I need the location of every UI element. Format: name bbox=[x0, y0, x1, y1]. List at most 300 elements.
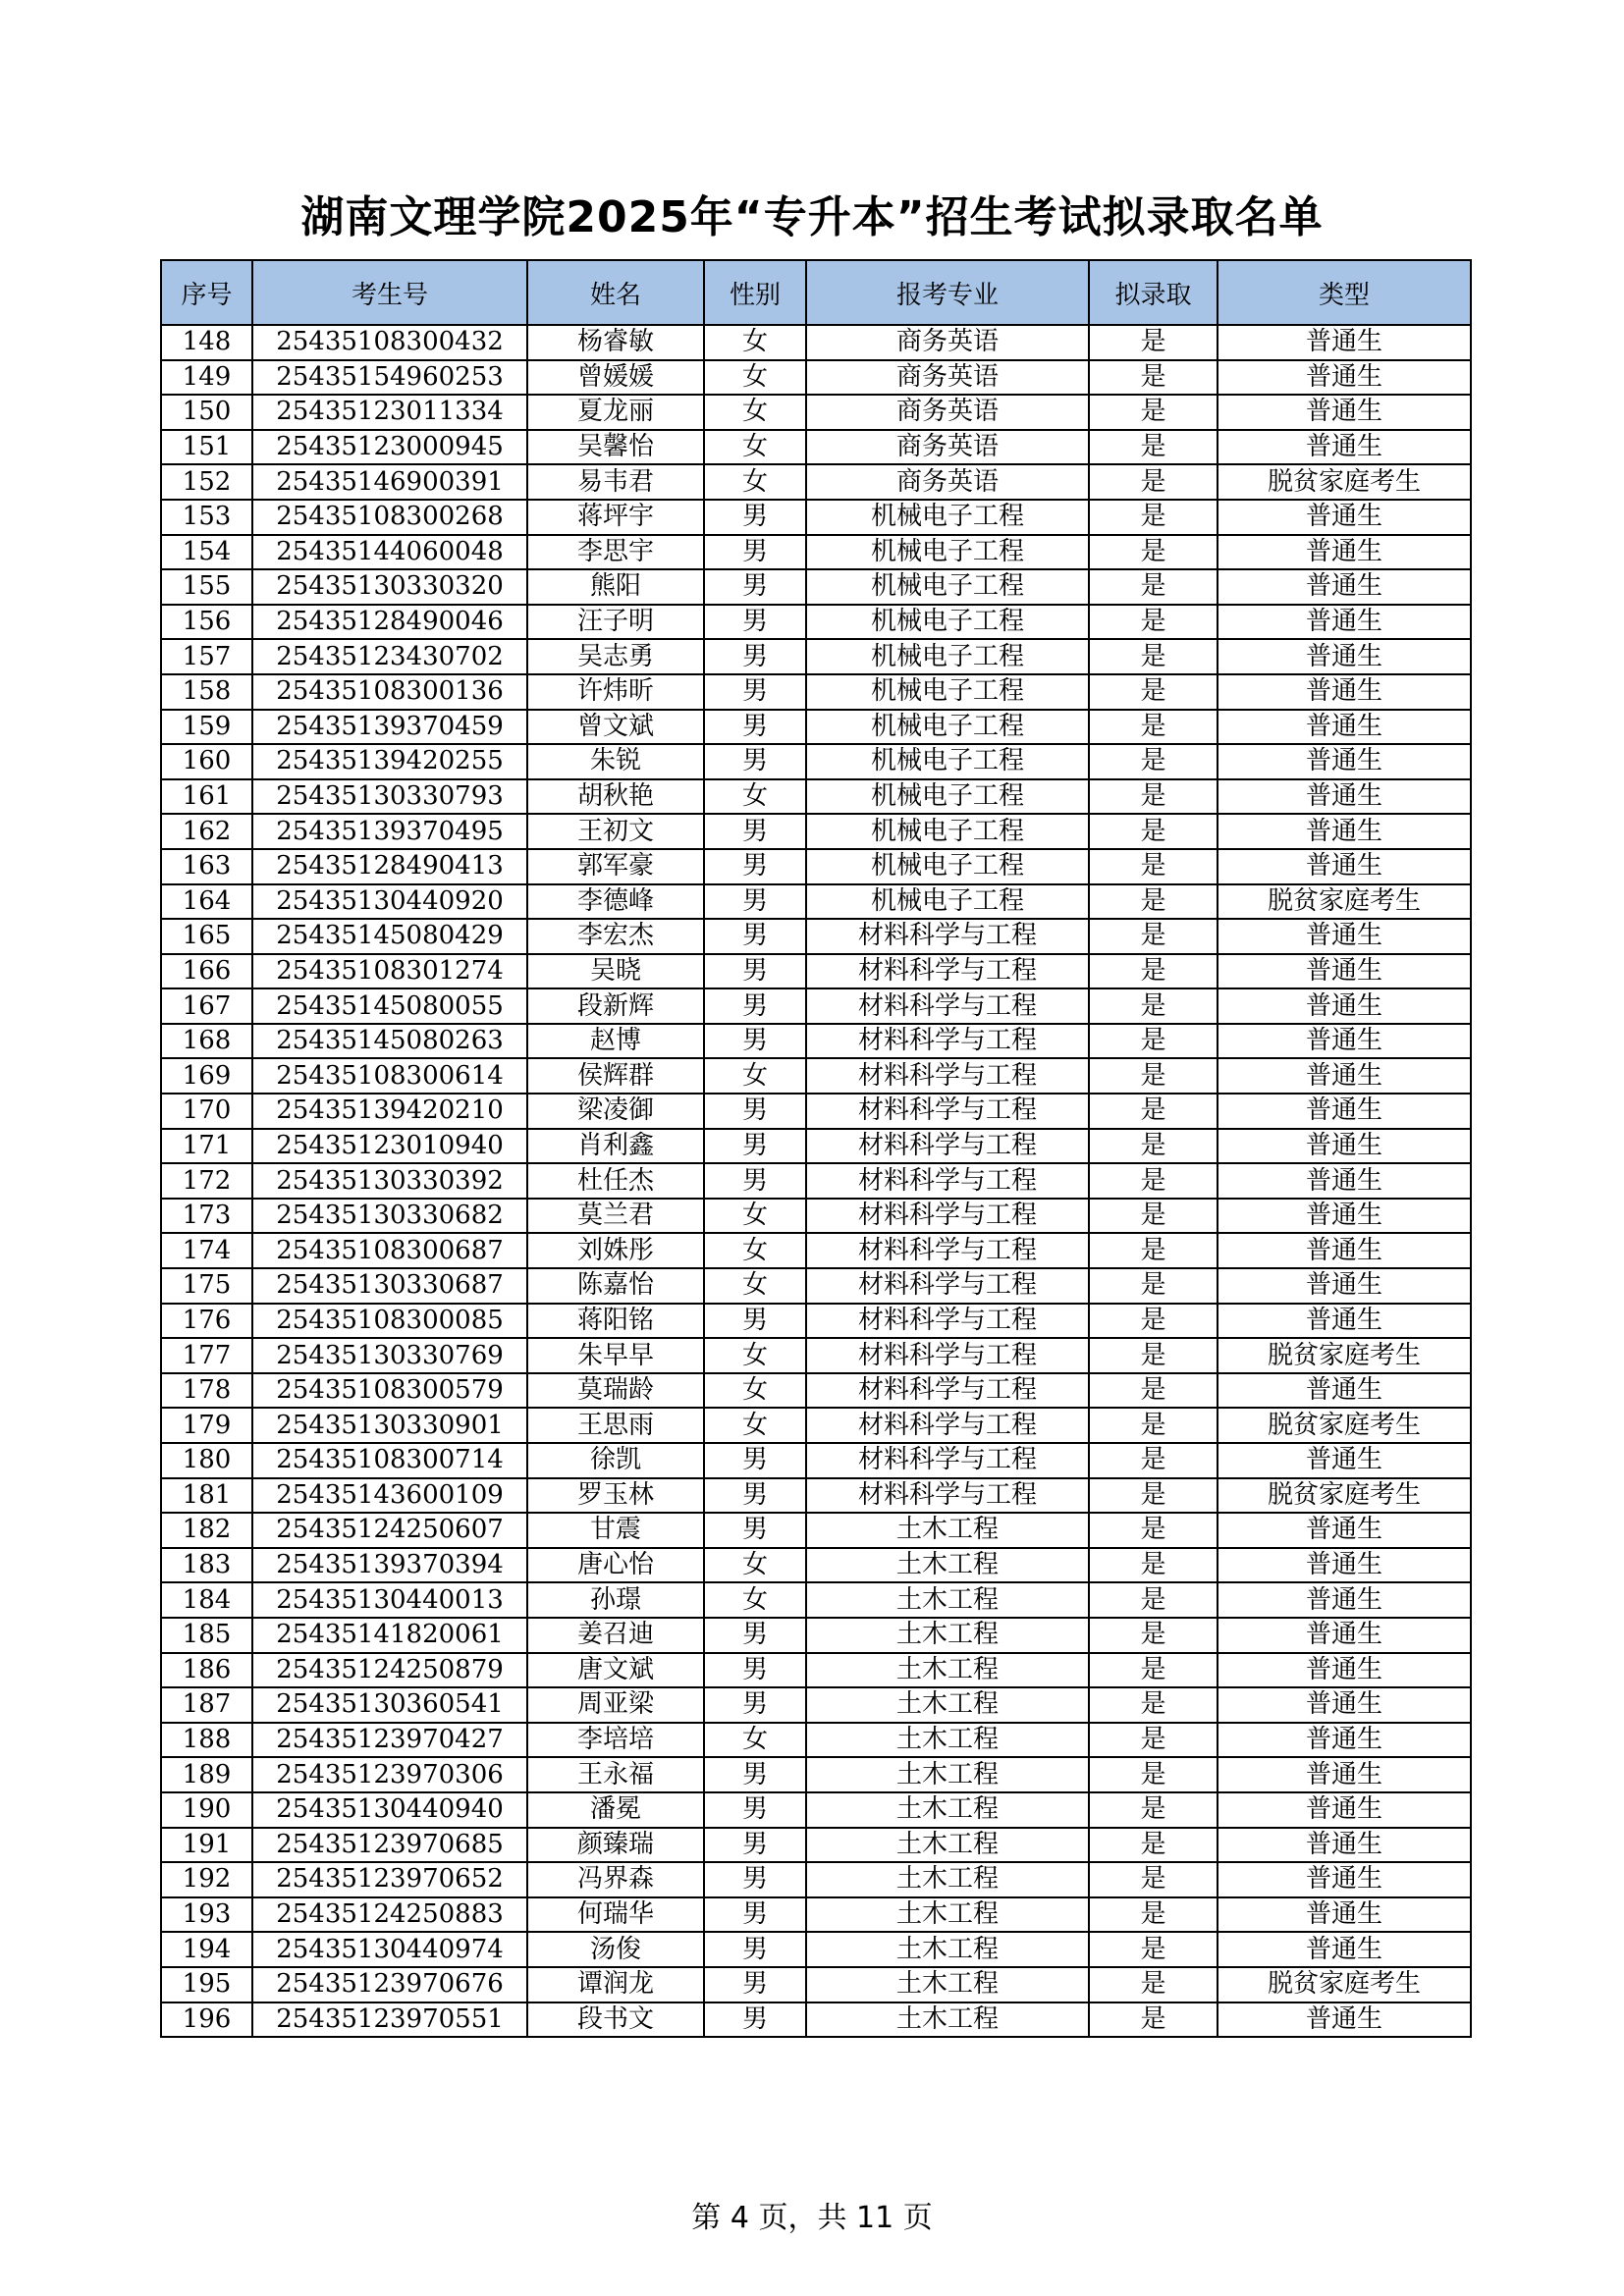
name-cell: 李思宇 bbox=[527, 535, 704, 570]
seq-cell: 189 bbox=[161, 1757, 252, 1792]
name-cell: 胡秋艳 bbox=[527, 779, 704, 815]
candidate-id-cell: 25435130440940 bbox=[252, 1792, 527, 1828]
page-title: 湖南文理学院2025年“专升本”招生考试拟录取名单 bbox=[300, 192, 1324, 242]
candidate-id-cell: 25435108300687 bbox=[252, 1233, 527, 1268]
gender-cell: 男 bbox=[704, 1897, 806, 1933]
major-cell: 土木工程 bbox=[806, 1967, 1089, 2002]
major-cell: 机械电子工程 bbox=[806, 500, 1089, 535]
seq-cell: 176 bbox=[161, 1304, 252, 1339]
type-cell: 普通生 bbox=[1218, 1932, 1471, 1967]
major-cell: 材料科学与工程 bbox=[806, 1304, 1089, 1339]
header-type: 类型 bbox=[1218, 260, 1471, 325]
name-cell: 莫兰君 bbox=[527, 1199, 704, 1234]
gender-cell: 女 bbox=[704, 1233, 806, 1268]
candidate-id-cell: 25435123430702 bbox=[252, 639, 527, 674]
admit-cell: 是 bbox=[1089, 430, 1218, 465]
gender-cell: 女 bbox=[704, 1338, 806, 1373]
seq-cell: 177 bbox=[161, 1338, 252, 1373]
seq-cell: 188 bbox=[161, 1723, 252, 1758]
seq-cell: 179 bbox=[161, 1408, 252, 1443]
admit-cell: 是 bbox=[1089, 1757, 1218, 1792]
gender-cell: 男 bbox=[704, 1163, 806, 1199]
seq-cell: 172 bbox=[161, 1163, 252, 1199]
header-gender: 性别 bbox=[704, 260, 806, 325]
major-cell: 商务英语 bbox=[806, 360, 1089, 396]
seq-cell: 191 bbox=[161, 1828, 252, 1863]
type-cell: 普通生 bbox=[1218, 988, 1471, 1024]
major-cell: 商务英语 bbox=[806, 325, 1089, 360]
seq-cell: 166 bbox=[161, 954, 252, 989]
major-cell: 土木工程 bbox=[806, 1653, 1089, 1688]
seq-cell: 170 bbox=[161, 1094, 252, 1129]
major-cell: 机械电子工程 bbox=[806, 814, 1089, 849]
major-cell: 材料科学与工程 bbox=[806, 1058, 1089, 1094]
name-cell: 唐心怡 bbox=[527, 1548, 704, 1583]
seq-cell: 192 bbox=[161, 1862, 252, 1897]
candidate-id-cell: 25435130330320 bbox=[252, 569, 527, 605]
candidate-id-cell: 25435130360541 bbox=[252, 1687, 527, 1723]
candidate-id-cell: 25435108300268 bbox=[252, 500, 527, 535]
candidate-id-cell: 25435139370394 bbox=[252, 1548, 527, 1583]
gender-cell: 男 bbox=[704, 535, 806, 570]
gender-cell: 男 bbox=[704, 1653, 806, 1688]
name-cell: 徐凯 bbox=[527, 1443, 704, 1478]
type-cell: 脱贫家庭考生 bbox=[1218, 884, 1471, 920]
seq-cell: 169 bbox=[161, 1058, 252, 1094]
major-cell: 材料科学与工程 bbox=[806, 1408, 1089, 1443]
seq-cell: 180 bbox=[161, 1443, 252, 1478]
candidate-id-cell: 25435108300614 bbox=[252, 1058, 527, 1094]
candidate-id-cell: 25435128490046 bbox=[252, 605, 527, 640]
table-row bbox=[161, 464, 1471, 500]
name-cell: 易韦君 bbox=[527, 464, 704, 500]
name-cell: 郭军豪 bbox=[527, 849, 704, 884]
table-row bbox=[161, 954, 1471, 989]
gender-cell: 女 bbox=[704, 325, 806, 360]
gender-cell: 男 bbox=[704, 500, 806, 535]
gender-cell: 女 bbox=[704, 395, 806, 430]
type-cell: 普通生 bbox=[1218, 1129, 1471, 1164]
name-cell: 吴馨怡 bbox=[527, 430, 704, 465]
name-cell: 姜召迪 bbox=[527, 1618, 704, 1653]
seq-cell: 183 bbox=[161, 1548, 252, 1583]
gender-cell: 男 bbox=[704, 1443, 806, 1478]
major-cell: 商务英语 bbox=[806, 395, 1089, 430]
candidate-id-cell: 25435130330687 bbox=[252, 1268, 527, 1304]
candidate-id-cell: 25435108300085 bbox=[252, 1304, 527, 1339]
admit-cell: 是 bbox=[1089, 605, 1218, 640]
type-cell: 普通生 bbox=[1218, 1653, 1471, 1688]
type-cell: 普通生 bbox=[1218, 1548, 1471, 1583]
type-cell: 普通生 bbox=[1218, 430, 1471, 465]
type-cell: 普通生 bbox=[1218, 395, 1471, 430]
name-cell: 甘震 bbox=[527, 1513, 704, 1548]
gender-cell: 女 bbox=[704, 1582, 806, 1618]
seq-cell: 149 bbox=[161, 360, 252, 396]
candidate-id-cell: 25435141820061 bbox=[252, 1618, 527, 1653]
seq-cell: 154 bbox=[161, 535, 252, 570]
admit-cell: 是 bbox=[1089, 535, 1218, 570]
candidate-id-cell: 25435128490413 bbox=[252, 849, 527, 884]
type-cell: 普通生 bbox=[1218, 779, 1471, 815]
table-row bbox=[161, 919, 1471, 954]
name-cell: 段新辉 bbox=[527, 988, 704, 1024]
admit-cell: 是 bbox=[1089, 1687, 1218, 1723]
admit-cell: 是 bbox=[1089, 884, 1218, 920]
gender-cell: 男 bbox=[704, 674, 806, 710]
admit-cell: 是 bbox=[1089, 988, 1218, 1024]
seq-cell: 152 bbox=[161, 464, 252, 500]
admit-cell: 是 bbox=[1089, 1723, 1218, 1758]
name-cell: 肖利鑫 bbox=[527, 1129, 704, 1164]
header-major: 报考专业 bbox=[806, 260, 1089, 325]
type-cell: 普通生 bbox=[1218, 569, 1471, 605]
major-cell: 土木工程 bbox=[806, 1897, 1089, 1933]
table-row bbox=[161, 1653, 1471, 1688]
admit-cell: 是 bbox=[1089, 1024, 1218, 1059]
name-cell: 李德峰 bbox=[527, 884, 704, 920]
seq-cell: 174 bbox=[161, 1233, 252, 1268]
name-cell: 赵博 bbox=[527, 1024, 704, 1059]
candidate-id-cell: 25435123970685 bbox=[252, 1828, 527, 1863]
table-row bbox=[161, 500, 1471, 535]
admit-cell: 是 bbox=[1089, 569, 1218, 605]
major-cell: 机械电子工程 bbox=[806, 779, 1089, 815]
admit-cell: 是 bbox=[1089, 1932, 1218, 1967]
seq-cell: 194 bbox=[161, 1932, 252, 1967]
gender-cell: 女 bbox=[704, 1408, 806, 1443]
type-cell: 普通生 bbox=[1218, 605, 1471, 640]
admit-cell: 是 bbox=[1089, 1233, 1218, 1268]
gender-cell: 男 bbox=[704, 1932, 806, 1967]
table-row bbox=[161, 535, 1471, 570]
table-row bbox=[161, 1618, 1471, 1653]
name-cell: 刘姝彤 bbox=[527, 1233, 704, 1268]
gender-cell: 女 bbox=[704, 360, 806, 396]
table-row bbox=[161, 779, 1471, 815]
table-row bbox=[161, 1548, 1471, 1583]
admit-cell: 是 bbox=[1089, 674, 1218, 710]
type-cell: 普通生 bbox=[1218, 500, 1471, 535]
admit-cell: 是 bbox=[1089, 1163, 1218, 1199]
table-row bbox=[161, 360, 1471, 396]
major-cell: 材料科学与工程 bbox=[806, 1094, 1089, 1129]
type-cell: 普通生 bbox=[1218, 1268, 1471, 1304]
type-cell: 普通生 bbox=[1218, 1792, 1471, 1828]
seq-cell: 158 bbox=[161, 674, 252, 710]
seq-cell: 159 bbox=[161, 710, 252, 745]
gender-cell: 男 bbox=[704, 1828, 806, 1863]
name-cell: 王思雨 bbox=[527, 1408, 704, 1443]
table-row bbox=[161, 1687, 1471, 1723]
major-cell: 机械电子工程 bbox=[806, 884, 1089, 920]
name-cell: 汤俊 bbox=[527, 1932, 704, 1967]
candidate-id-cell: 25435130330769 bbox=[252, 1338, 527, 1373]
candidate-id-cell: 25435108300432 bbox=[252, 325, 527, 360]
type-cell: 普通生 bbox=[1218, 1373, 1471, 1409]
gender-cell: 男 bbox=[704, 1513, 806, 1548]
major-cell: 商务英语 bbox=[806, 464, 1089, 500]
gender-cell: 男 bbox=[704, 1129, 806, 1164]
gender-cell: 男 bbox=[704, 1687, 806, 1723]
table-row bbox=[161, 1163, 1471, 1199]
type-cell: 普通生 bbox=[1218, 954, 1471, 989]
type-cell: 普通生 bbox=[1218, 1618, 1471, 1653]
table-row bbox=[161, 1723, 1471, 1758]
name-cell: 朱早早 bbox=[527, 1338, 704, 1373]
name-cell: 李宏杰 bbox=[527, 919, 704, 954]
table-row bbox=[161, 569, 1471, 605]
type-cell: 脱贫家庭考生 bbox=[1218, 1478, 1471, 1514]
name-cell: 罗玉林 bbox=[527, 1478, 704, 1514]
candidate-id-cell: 25435130440013 bbox=[252, 1582, 527, 1618]
table-row bbox=[161, 1408, 1471, 1443]
admit-cell: 是 bbox=[1089, 954, 1218, 989]
gender-cell: 男 bbox=[704, 814, 806, 849]
major-cell: 商务英语 bbox=[806, 430, 1089, 465]
seq-cell: 168 bbox=[161, 1024, 252, 1059]
table-row bbox=[161, 1792, 1471, 1828]
table-row bbox=[161, 1268, 1471, 1304]
gender-cell: 男 bbox=[704, 1967, 806, 2002]
admit-cell: 是 bbox=[1089, 1058, 1218, 1094]
gender-cell: 男 bbox=[704, 639, 806, 674]
candidate-id-cell: 25435108300579 bbox=[252, 1373, 527, 1409]
admit-cell: 是 bbox=[1089, 1897, 1218, 1933]
admit-cell: 是 bbox=[1089, 1478, 1218, 1514]
admit-cell: 是 bbox=[1089, 919, 1218, 954]
table-row bbox=[161, 1862, 1471, 1897]
seq-cell: 193 bbox=[161, 1897, 252, 1933]
candidate-id-cell: 25435145080263 bbox=[252, 1024, 527, 1059]
gender-cell: 男 bbox=[704, 1478, 806, 1514]
gender-cell: 男 bbox=[704, 1094, 806, 1129]
table-row bbox=[161, 1024, 1471, 1059]
gender-cell: 男 bbox=[704, 1618, 806, 1653]
candidate-id-cell: 25435108301274 bbox=[252, 954, 527, 989]
candidate-id-cell: 25435143600109 bbox=[252, 1478, 527, 1514]
admit-cell: 是 bbox=[1089, 639, 1218, 674]
gender-cell: 女 bbox=[704, 1199, 806, 1234]
table-row bbox=[161, 1582, 1471, 1618]
table-row bbox=[161, 2002, 1471, 2038]
candidate-id-cell: 25435130330793 bbox=[252, 779, 527, 815]
gender-cell: 男 bbox=[704, 744, 806, 779]
major-cell: 材料科学与工程 bbox=[806, 954, 1089, 989]
major-cell: 土木工程 bbox=[806, 1862, 1089, 1897]
candidate-id-cell: 25435139370459 bbox=[252, 710, 527, 745]
gender-cell: 女 bbox=[704, 1373, 806, 1409]
seq-cell: 187 bbox=[161, 1687, 252, 1723]
name-cell: 吴晓 bbox=[527, 954, 704, 989]
name-cell: 王永福 bbox=[527, 1757, 704, 1792]
type-cell: 脱贫家庭考生 bbox=[1218, 1408, 1471, 1443]
table-row bbox=[161, 1897, 1471, 1933]
table-row bbox=[161, 1199, 1471, 1234]
seq-cell: 190 bbox=[161, 1792, 252, 1828]
type-cell: 普通生 bbox=[1218, 1828, 1471, 1863]
type-cell: 普通生 bbox=[1218, 1233, 1471, 1268]
major-cell: 材料科学与工程 bbox=[806, 1373, 1089, 1409]
name-cell: 朱锐 bbox=[527, 744, 704, 779]
gender-cell: 女 bbox=[704, 1548, 806, 1583]
candidate-id-cell: 25435139420210 bbox=[252, 1094, 527, 1129]
type-cell: 脱贫家庭考生 bbox=[1218, 1338, 1471, 1373]
admit-cell: 是 bbox=[1089, 1618, 1218, 1653]
table-row bbox=[161, 1757, 1471, 1792]
major-cell: 材料科学与工程 bbox=[806, 1199, 1089, 1234]
candidate-id-cell: 25435146900391 bbox=[252, 464, 527, 500]
gender-cell: 男 bbox=[704, 1304, 806, 1339]
admit-cell: 是 bbox=[1089, 1862, 1218, 1897]
table-header-row bbox=[161, 260, 1471, 325]
candidate-id-cell: 25435139370495 bbox=[252, 814, 527, 849]
table-row bbox=[161, 1373, 1471, 1409]
admit-cell: 是 bbox=[1089, 744, 1218, 779]
name-cell: 潘冕 bbox=[527, 1792, 704, 1828]
candidate-id-cell: 25435123970551 bbox=[252, 2002, 527, 2038]
name-cell: 汪子明 bbox=[527, 605, 704, 640]
table-row bbox=[161, 1478, 1471, 1514]
table-row bbox=[161, 988, 1471, 1024]
table-row bbox=[161, 710, 1471, 745]
major-cell: 土木工程 bbox=[806, 1582, 1089, 1618]
candidate-id-cell: 25435123970306 bbox=[252, 1757, 527, 1792]
admit-cell: 是 bbox=[1089, 395, 1218, 430]
name-cell: 熊阳 bbox=[527, 569, 704, 605]
admit-cell: 是 bbox=[1089, 464, 1218, 500]
major-cell: 机械电子工程 bbox=[806, 744, 1089, 779]
gender-cell: 男 bbox=[704, 1024, 806, 1059]
admit-cell: 是 bbox=[1089, 814, 1218, 849]
table-row bbox=[161, 1058, 1471, 1094]
table-row bbox=[161, 674, 1471, 710]
type-cell: 普通生 bbox=[1218, 2002, 1471, 2038]
gender-cell: 男 bbox=[704, 710, 806, 745]
admit-cell: 是 bbox=[1089, 1653, 1218, 1688]
gender-cell: 女 bbox=[704, 1058, 806, 1094]
seq-cell: 178 bbox=[161, 1373, 252, 1409]
name-cell: 杜任杰 bbox=[527, 1163, 704, 1199]
table-row bbox=[161, 1129, 1471, 1164]
type-cell: 普通生 bbox=[1218, 360, 1471, 396]
table-row bbox=[161, 639, 1471, 674]
type-cell: 普通生 bbox=[1218, 1757, 1471, 1792]
type-cell: 脱贫家庭考生 bbox=[1218, 1967, 1471, 2002]
name-cell: 王初文 bbox=[527, 814, 704, 849]
major-cell: 材料科学与工程 bbox=[806, 1443, 1089, 1478]
type-cell: 普通生 bbox=[1218, 1862, 1471, 1897]
gender-cell: 男 bbox=[704, 988, 806, 1024]
admit-cell: 是 bbox=[1089, 500, 1218, 535]
candidate-id-cell: 25435130440974 bbox=[252, 1932, 527, 1967]
type-cell: 普通生 bbox=[1218, 1687, 1471, 1723]
seq-cell: 156 bbox=[161, 605, 252, 640]
major-cell: 材料科学与工程 bbox=[806, 919, 1089, 954]
admit-cell: 是 bbox=[1089, 1548, 1218, 1583]
type-cell: 普通生 bbox=[1218, 1723, 1471, 1758]
gender-cell: 男 bbox=[704, 849, 806, 884]
table-row bbox=[161, 1828, 1471, 1863]
major-cell: 机械电子工程 bbox=[806, 710, 1089, 745]
table-row bbox=[161, 325, 1471, 360]
seq-cell: 160 bbox=[161, 744, 252, 779]
candidate-id-cell: 25435130330392 bbox=[252, 1163, 527, 1199]
seq-cell: 184 bbox=[161, 1582, 252, 1618]
candidate-id-cell: 25435123011334 bbox=[252, 395, 527, 430]
seq-cell: 151 bbox=[161, 430, 252, 465]
major-cell: 土木工程 bbox=[806, 1687, 1089, 1723]
major-cell: 机械电子工程 bbox=[806, 639, 1089, 674]
gender-cell: 男 bbox=[704, 884, 806, 920]
type-cell: 普通生 bbox=[1218, 674, 1471, 710]
seq-cell: 161 bbox=[161, 779, 252, 815]
admit-cell: 是 bbox=[1089, 1792, 1218, 1828]
major-cell: 土木工程 bbox=[806, 1828, 1089, 1863]
gender-cell: 男 bbox=[704, 1792, 806, 1828]
candidate-id-cell: 25435123010940 bbox=[252, 1129, 527, 1164]
name-cell: 谭润龙 bbox=[527, 1967, 704, 2002]
type-cell: 普通生 bbox=[1218, 919, 1471, 954]
candidate-id-cell: 25435123970427 bbox=[252, 1723, 527, 1758]
admit-cell: 是 bbox=[1089, 1828, 1218, 1863]
table-row bbox=[161, 605, 1471, 640]
candidate-id-cell: 25435124250883 bbox=[252, 1897, 527, 1933]
gender-cell: 男 bbox=[704, 2002, 806, 2038]
type-cell: 普通生 bbox=[1218, 1582, 1471, 1618]
name-cell: 孙璟 bbox=[527, 1582, 704, 1618]
major-cell: 土木工程 bbox=[806, 1618, 1089, 1653]
table-row bbox=[161, 814, 1471, 849]
seq-cell: 167 bbox=[161, 988, 252, 1024]
type-cell: 普通生 bbox=[1218, 744, 1471, 779]
major-cell: 土木工程 bbox=[806, 1932, 1089, 1967]
seq-cell: 182 bbox=[161, 1513, 252, 1548]
type-cell: 普通生 bbox=[1218, 639, 1471, 674]
table-row bbox=[161, 1338, 1471, 1373]
name-cell: 许炜昕 bbox=[527, 674, 704, 710]
type-cell: 普通生 bbox=[1218, 1897, 1471, 1933]
candidate-id-cell: 25435130330682 bbox=[252, 1199, 527, 1234]
major-cell: 土木工程 bbox=[806, 1548, 1089, 1583]
table-row bbox=[161, 1967, 1471, 2002]
gender-cell: 男 bbox=[704, 1757, 806, 1792]
name-cell: 曾文斌 bbox=[527, 710, 704, 745]
candidate-id-cell: 25435130440920 bbox=[252, 884, 527, 920]
type-cell: 普通生 bbox=[1218, 535, 1471, 570]
seq-cell: 150 bbox=[161, 395, 252, 430]
seq-cell: 173 bbox=[161, 1199, 252, 1234]
type-cell: 普通生 bbox=[1218, 849, 1471, 884]
major-cell: 机械电子工程 bbox=[806, 535, 1089, 570]
header-name: 姓名 bbox=[527, 260, 704, 325]
name-cell: 夏龙丽 bbox=[527, 395, 704, 430]
candidate-id-cell: 25435139420255 bbox=[252, 744, 527, 779]
name-cell: 吴志勇 bbox=[527, 639, 704, 674]
major-cell: 机械电子工程 bbox=[806, 569, 1089, 605]
table-row bbox=[161, 1932, 1471, 1967]
major-cell: 土木工程 bbox=[806, 1757, 1089, 1792]
header-admit: 拟录取 bbox=[1089, 260, 1218, 325]
seq-cell: 165 bbox=[161, 919, 252, 954]
admit-cell: 是 bbox=[1089, 2002, 1218, 2038]
table-row bbox=[161, 744, 1471, 779]
table-row bbox=[161, 395, 1471, 430]
candidate-id-cell: 25435123970652 bbox=[252, 1862, 527, 1897]
table-row bbox=[161, 430, 1471, 465]
table-row bbox=[161, 1233, 1471, 1268]
major-cell: 材料科学与工程 bbox=[806, 1338, 1089, 1373]
